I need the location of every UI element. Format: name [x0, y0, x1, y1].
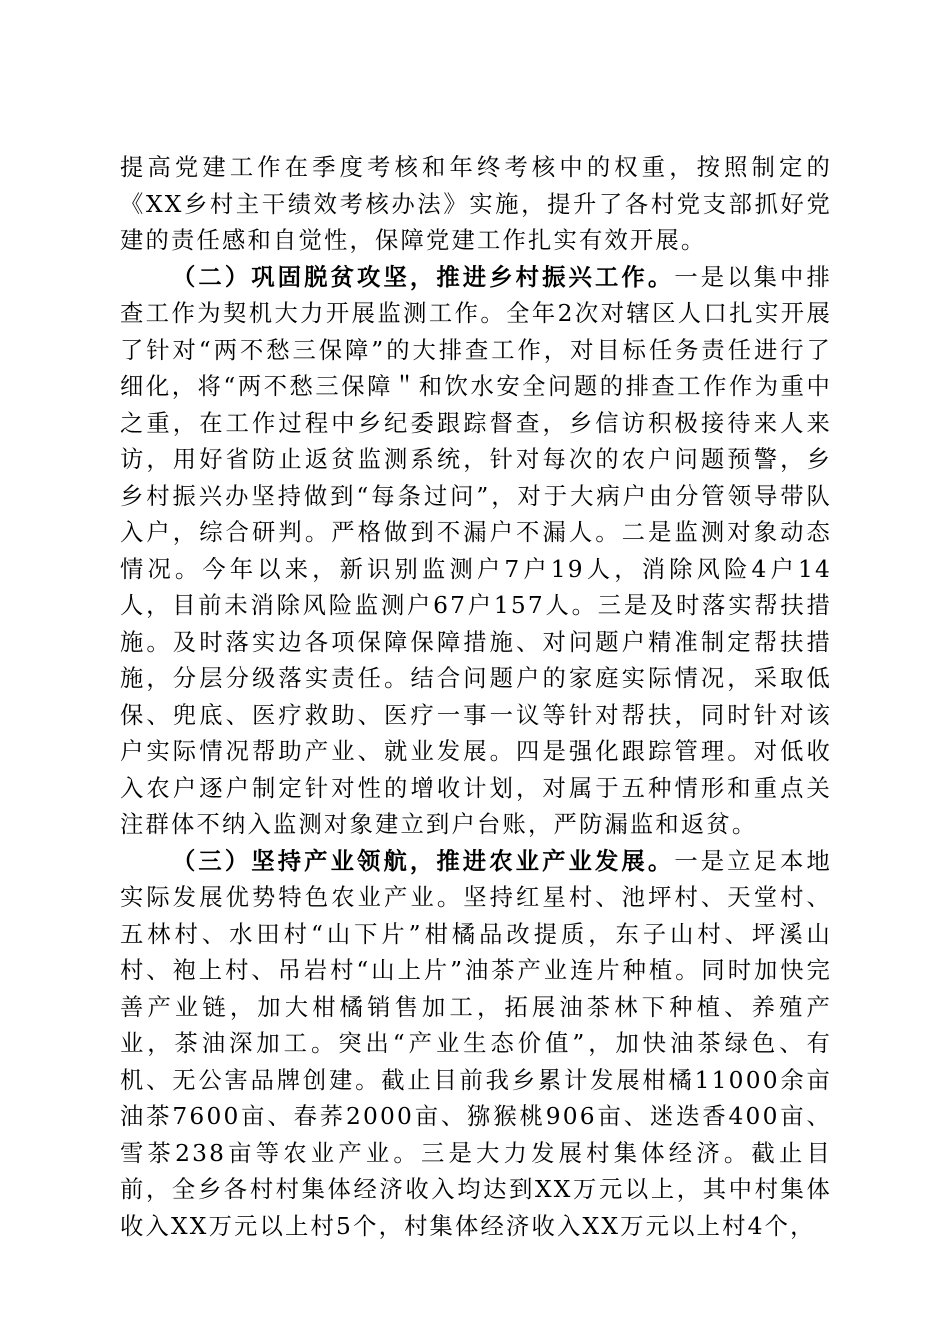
- paragraph-agricultural-industry: [120, 844, 832, 1246]
- paragraph-text: 提高党建工作在季度考核和年终考核中的权重，按照制定的《XX乡村主干绩效考核办法》实施，提升了各村党支部抓好党建的责任感和自觉性，保障党建工作扎实有效开展。: [120, 154, 832, 254]
- paragraph-text: 一是以集中排查工作为契机大力开展监测工作。全年2次对辖区人口扎实开展了针对“两不愁三保障”的大排查工作，对目标任务责任进行了细化，将“两不愁三保障＂和饮水安全问题的排查工作作为重中之重，在工作过程中乡纪委跟踪督查，乡信访积极接待来人来访，用好省防止返贫监测系统，针对每次的农户问题预警，乡乡村振兴办坚持做到“每条过问”，对于大病户由分管领导带队入户，综合研判。严格做到不漏户不漏人。二是监测对象动态情况。今年以来，新识别监测户7户19人，消除风险4户14人，目前未消除风险监测户67户157人。三是及时落实帮扶措施。及时落实边各项保障保障措施、对问题户精准制定帮扶措施，分层分级落实责任。结合问题户的家庭实际情况，采取低保、兜底、医疗救助、医疗一事一议等针对帮扶，同时针对该户实际情况帮助产业、就业发展。四是强化跟踪管理。对低收入农户逐户制定针对性的增收计划，对属于五种情形和重点关注群体不纳入监测对象建立到户台账，严防漏监和返贫。: [120, 263, 832, 838]
- document-page: [120, 150, 832, 1245]
- paragraph-poverty-alleviation: [120, 260, 832, 844]
- paragraph-text: 一是立足本地实际发展优势特色农业产业。坚持红星村、池坪村、天堂村、五林村、水田村“山下片”柑橘品改提质，东子山村、坪溪山村、袍上村、吊岩村“山上片”油茶产业连片种植。同时加快完善产业链，加大柑橘销售加工，拓展油茶林下种植、养殖产业，茶油深加工。突出“产业生态价值”，加快油茶绿色、有机、无公害品牌创建。截止目前我乡累计发展柑橘11000余亩油茶7600亩、春荞2000亩、猕猴桃906亩、迷迭香400亩、雪茶238亩等农业产业。三是大力发展村集体经济。截止目前，全乡各村村集体经济收入均达到XX万元以上，其中村集体收入XX万元以上村5个，村集体经济收入XX万元以上村4个，: [120, 847, 832, 1240]
- section-heading-poverty-alleviation: （二）巩固脱贫攻坚，推进乡村振兴工作。: [172, 263, 675, 291]
- paragraph-party-building-continuation: [120, 150, 832, 260]
- section-heading-agricultural-industry: （三）坚持产业领航，推进农业产业发展。: [172, 847, 675, 875]
